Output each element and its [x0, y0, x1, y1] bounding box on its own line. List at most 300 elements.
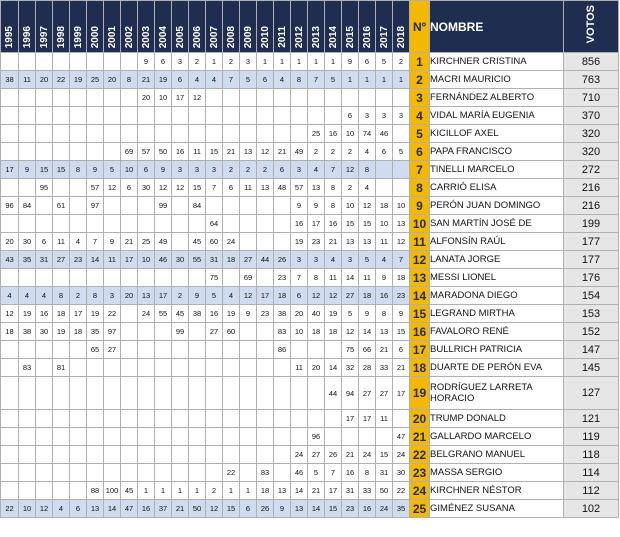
- year-cell: 2: [308, 143, 325, 161]
- year-cell: [104, 410, 121, 428]
- rank-cell: 8: [410, 179, 430, 197]
- table-row: [1, 410, 619, 428]
- year-cell: [1, 179, 19, 197]
- year-cell: 83: [274, 323, 291, 341]
- year-cell: [308, 89, 325, 107]
- year-label: 2004: [157, 25, 169, 48]
- year-cell: 49: [291, 143, 308, 161]
- year-cell: 9: [342, 53, 359, 71]
- year-cell: 9: [155, 161, 172, 179]
- year-cell: 1: [189, 482, 206, 500]
- year-cell: 83: [19, 359, 36, 377]
- year-cell: [223, 125, 240, 143]
- year-cell: 13: [342, 233, 359, 251]
- year-cell: 46: [155, 251, 172, 269]
- year-cell: [70, 179, 87, 197]
- year-cell: 13: [393, 215, 410, 233]
- year-cell: 8: [291, 71, 308, 89]
- year-cell: 11: [291, 359, 308, 377]
- year-cell: 17: [325, 482, 342, 500]
- table-row: [1, 269, 619, 287]
- year-cell: [87, 107, 104, 125]
- votes-cell: 121: [564, 410, 619, 428]
- year-cell: 83: [257, 464, 274, 482]
- year-cell: [223, 446, 240, 464]
- year-cell: 26: [274, 251, 291, 269]
- name-cell: LEGRAND MIRTHA: [430, 305, 564, 323]
- year-cell: 7: [393, 251, 410, 269]
- year-cell: [240, 89, 257, 107]
- year-cell: [257, 359, 274, 377]
- name-cell: TRUMP DONALD: [430, 410, 564, 428]
- year-cell: 11: [19, 71, 36, 89]
- year-cell: 13: [257, 179, 274, 197]
- year-cell: 45: [172, 305, 189, 323]
- year-cell: 3: [376, 107, 393, 125]
- year-cell: 1: [342, 71, 359, 89]
- year-cell: [121, 341, 138, 359]
- name-cell: GIMÉNEZ SUSANA: [430, 500, 564, 518]
- year-cell: [325, 341, 342, 359]
- year-cell: [257, 269, 274, 287]
- year-cell: 17: [1, 161, 19, 179]
- year-cell: [1, 341, 19, 359]
- year-cell: 3: [104, 287, 121, 305]
- table-row: [1, 359, 619, 377]
- year-cell: [172, 125, 189, 143]
- year-cell: [53, 428, 70, 446]
- year-cell: 16: [36, 305, 53, 323]
- year-cell: 18: [70, 323, 87, 341]
- rank-cell: 7: [410, 161, 430, 179]
- year-cell: 99: [155, 197, 172, 215]
- year-cell: [53, 269, 70, 287]
- year-cell: 27: [376, 377, 393, 410]
- year-cell: 2: [393, 53, 410, 71]
- year-cell: 27: [53, 251, 70, 269]
- year-cell: 69: [121, 143, 138, 161]
- year-cell: [121, 377, 138, 410]
- year-cell: [87, 269, 104, 287]
- year-cell: 12: [308, 287, 325, 305]
- year-cell: 19: [325, 305, 342, 323]
- year-cell: 7: [325, 464, 342, 482]
- year-cell: [223, 197, 240, 215]
- year-header-2016: [359, 1, 376, 53]
- year-cell: 16: [359, 500, 376, 518]
- year-cell: 75: [342, 341, 359, 359]
- table-row: [1, 197, 619, 215]
- year-header-2004: [155, 1, 172, 53]
- name-cell: GALLARDO MARCELO: [430, 428, 564, 446]
- year-cell: [138, 107, 155, 125]
- year-cell: 6: [138, 161, 155, 179]
- year-cell: [138, 269, 155, 287]
- year-cell: 14: [359, 323, 376, 341]
- year-label: 2003: [140, 25, 152, 48]
- year-cell: [36, 428, 53, 446]
- year-cell: [53, 179, 70, 197]
- year-cell: 35: [19, 251, 36, 269]
- year-cell: 38: [274, 305, 291, 323]
- year-cell: 2: [172, 287, 189, 305]
- year-cell: 1: [274, 53, 291, 71]
- year-cell: 47: [393, 428, 410, 446]
- year-cell: 14: [342, 269, 359, 287]
- year-cell: [70, 107, 87, 125]
- year-cell: 8: [325, 197, 342, 215]
- year-cell: [189, 323, 206, 341]
- year-label: 2001: [106, 25, 118, 48]
- year-cell: [172, 197, 189, 215]
- rank-column-header: Nº: [410, 1, 430, 53]
- table-row: [1, 341, 619, 359]
- year-cell: 19: [155, 71, 172, 89]
- year-cell: 50: [155, 143, 172, 161]
- year-cell: [223, 107, 240, 125]
- year-cell: 9: [87, 161, 104, 179]
- header-row: [1, 1, 619, 53]
- year-cell: [138, 125, 155, 143]
- year-cell: 25: [138, 233, 155, 251]
- year-cell: 3: [172, 53, 189, 71]
- votes-cell: 216: [564, 197, 619, 215]
- year-cell: [257, 323, 274, 341]
- year-cell: 12: [257, 143, 274, 161]
- year-cell: [257, 428, 274, 446]
- table-row: [1, 500, 619, 518]
- year-cell: [1, 464, 19, 482]
- year-cell: [274, 125, 291, 143]
- year-cell: [19, 107, 36, 125]
- votes-cell: 154: [564, 287, 619, 305]
- year-cell: 2: [223, 161, 240, 179]
- year-cell: 14: [291, 482, 308, 500]
- table-row: [1, 305, 619, 323]
- year-cell: 11: [240, 179, 257, 197]
- year-cell: [53, 377, 70, 410]
- votes-cell: 127: [564, 377, 619, 410]
- year-cell: [138, 446, 155, 464]
- year-cell: [189, 410, 206, 428]
- year-cell: 8: [325, 179, 342, 197]
- year-cell: [87, 410, 104, 428]
- year-cell: [257, 215, 274, 233]
- year-cell: 30: [172, 251, 189, 269]
- year-cell: 4: [19, 287, 36, 305]
- year-cell: 96: [308, 428, 325, 446]
- year-cell: [189, 359, 206, 377]
- year-cell: 2: [342, 143, 359, 161]
- year-cell: [240, 125, 257, 143]
- year-cell: 23: [393, 287, 410, 305]
- year-label: 2011: [276, 26, 288, 48]
- year-cell: [189, 446, 206, 464]
- year-cell: 19: [70, 71, 87, 89]
- year-label: 2007: [208, 25, 220, 48]
- year-cell: 57: [138, 143, 155, 161]
- year-cell: 97: [104, 323, 121, 341]
- year-cell: [155, 377, 172, 410]
- rank-cell: 11: [410, 233, 430, 251]
- year-cell: 24: [393, 446, 410, 464]
- year-cell: [36, 107, 53, 125]
- votes-cell: 370: [564, 107, 619, 125]
- year-cell: 6: [223, 179, 240, 197]
- year-cell: 6: [155, 53, 172, 71]
- year-cell: 12: [1, 305, 19, 323]
- year-cell: 16: [138, 500, 155, 518]
- year-cell: 3: [206, 161, 223, 179]
- year-header-2006: [189, 1, 206, 53]
- year-cell: [223, 359, 240, 377]
- year-cell: 3: [308, 251, 325, 269]
- year-cell: 19: [53, 323, 70, 341]
- year-cell: 13: [359, 233, 376, 251]
- year-cell: [291, 341, 308, 359]
- year-cell: [206, 197, 223, 215]
- year-cell: 96: [1, 197, 19, 215]
- year-cell: [376, 179, 393, 197]
- year-cell: [206, 107, 223, 125]
- year-cell: [19, 410, 36, 428]
- year-cell: [104, 464, 121, 482]
- year-cell: [172, 233, 189, 251]
- year-cell: 12: [172, 179, 189, 197]
- rank-cell: 20: [410, 410, 430, 428]
- year-label: 2010: [259, 25, 271, 48]
- year-cell: 3: [240, 53, 257, 71]
- rank-cell: 22: [410, 446, 430, 464]
- year-cell: 38: [189, 305, 206, 323]
- year-cell: [393, 179, 410, 197]
- year-cell: [274, 410, 291, 428]
- year-cell: 5: [393, 143, 410, 161]
- year-cell: 17: [121, 251, 138, 269]
- year-cell: [308, 341, 325, 359]
- year-cell: [36, 341, 53, 359]
- year-cell: 64: [206, 215, 223, 233]
- year-cell: 61: [53, 197, 70, 215]
- year-cell: 3: [291, 161, 308, 179]
- votes-cell: 216: [564, 179, 619, 197]
- year-cell: [376, 89, 393, 107]
- year-cell: 18: [1, 323, 19, 341]
- year-cell: 18: [376, 197, 393, 215]
- year-cell: 50: [189, 500, 206, 518]
- year-cell: [121, 197, 138, 215]
- year-label: 2017: [378, 25, 390, 48]
- year-cell: 45: [121, 482, 138, 500]
- year-cell: 15: [393, 323, 410, 341]
- year-cell: 8: [359, 161, 376, 179]
- year-cell: [240, 197, 257, 215]
- year-cell: 13: [376, 323, 393, 341]
- year-label: 1996: [21, 25, 33, 48]
- year-cell: [189, 464, 206, 482]
- name-cell: CARRIÓ ELISA: [430, 179, 564, 197]
- year-cell: 3: [291, 251, 308, 269]
- rank-cell: 25: [410, 500, 430, 518]
- votes-cell: 145: [564, 359, 619, 377]
- year-cell: 65: [87, 341, 104, 359]
- year-cell: 4: [53, 500, 70, 518]
- year-cell: 4: [189, 71, 206, 89]
- year-cell: [257, 446, 274, 464]
- year-cell: [104, 89, 121, 107]
- year-cell: [325, 428, 342, 446]
- year-cell: [70, 53, 87, 71]
- year-cell: 55: [189, 251, 206, 269]
- year-header-2015: [342, 1, 359, 53]
- year-cell: [87, 143, 104, 161]
- year-cell: 22: [104, 305, 121, 323]
- year-cell: [104, 359, 121, 377]
- year-cell: [189, 107, 206, 125]
- year-cell: 26: [325, 446, 342, 464]
- votes-cell: 177: [564, 233, 619, 251]
- year-cell: [36, 269, 53, 287]
- year-cell: 16: [342, 464, 359, 482]
- year-cell: 11: [53, 233, 70, 251]
- year-cell: [121, 464, 138, 482]
- year-cell: 21: [393, 359, 410, 377]
- year-cell: 9: [189, 287, 206, 305]
- year-cell: 38: [19, 323, 36, 341]
- year-label: 2014: [327, 25, 339, 48]
- year-label: 2016: [361, 25, 373, 48]
- name-cell: MASSA SERGIO: [430, 464, 564, 482]
- year-cell: [36, 197, 53, 215]
- year-cell: [104, 269, 121, 287]
- year-cell: 9: [393, 305, 410, 323]
- year-cell: [104, 197, 121, 215]
- year-cell: [291, 107, 308, 125]
- year-cell: [291, 377, 308, 410]
- year-cell: 4: [36, 287, 53, 305]
- year-cell: 7: [206, 179, 223, 197]
- rank-cell: 1: [410, 53, 430, 71]
- year-cell: 40: [308, 305, 325, 323]
- year-cell: 60: [223, 323, 240, 341]
- year-cell: 17: [308, 215, 325, 233]
- year-cell: 1: [376, 71, 393, 89]
- year-cell: [1, 107, 19, 125]
- year-label: 1998: [55, 25, 67, 48]
- year-cell: [121, 107, 138, 125]
- year-cell: [274, 197, 291, 215]
- rank-cell: 14: [410, 287, 430, 305]
- year-cell: 6: [70, 500, 87, 518]
- year-cell: [70, 89, 87, 107]
- year-cell: 31: [36, 251, 53, 269]
- year-cell: [36, 359, 53, 377]
- year-cell: 84: [189, 197, 206, 215]
- year-cell: [104, 107, 121, 125]
- year-cell: 23: [257, 305, 274, 323]
- table-row: [1, 323, 619, 341]
- year-label: 2013: [310, 25, 322, 48]
- year-cell: 18: [393, 269, 410, 287]
- year-cell: [53, 53, 70, 71]
- year-cell: 86: [274, 341, 291, 359]
- year-cell: 66: [359, 341, 376, 359]
- year-cell: 10: [138, 251, 155, 269]
- year-cell: [274, 377, 291, 410]
- rank-cell: 24: [410, 482, 430, 500]
- year-cell: 11: [376, 410, 393, 428]
- year-cell: [70, 482, 87, 500]
- votes-cell: 118: [564, 446, 619, 464]
- year-cell: 11: [359, 269, 376, 287]
- year-cell: [36, 125, 53, 143]
- year-cell: 95: [36, 179, 53, 197]
- votes-cell: 199: [564, 215, 619, 233]
- rank-cell: 6: [410, 143, 430, 161]
- year-cell: 22: [393, 482, 410, 500]
- year-cell: [308, 410, 325, 428]
- year-cell: [53, 125, 70, 143]
- year-header-1997: [36, 1, 53, 53]
- year-cell: [206, 410, 223, 428]
- year-cell: [155, 323, 172, 341]
- year-cell: 27: [206, 323, 223, 341]
- year-header-2001: [104, 1, 121, 53]
- year-cell: 2: [189, 53, 206, 71]
- year-cell: 21: [172, 500, 189, 518]
- year-cell: [257, 233, 274, 251]
- year-cell: [393, 125, 410, 143]
- table-row: [1, 179, 619, 197]
- year-cell: 17: [393, 377, 410, 410]
- year-cell: 24: [376, 500, 393, 518]
- year-cell: [257, 410, 274, 428]
- year-cell: [325, 107, 342, 125]
- year-cell: 8: [376, 305, 393, 323]
- year-cell: 6: [274, 161, 291, 179]
- year-label: 1995: [4, 25, 15, 48]
- year-cell: [223, 341, 240, 359]
- year-cell: 5: [359, 251, 376, 269]
- year-cell: 24: [223, 233, 240, 251]
- year-cell: 8: [308, 269, 325, 287]
- year-cell: [121, 53, 138, 71]
- year-label: 2005: [174, 25, 186, 48]
- year-cell: 17: [155, 287, 172, 305]
- year-cell: [172, 215, 189, 233]
- year-cell: 3: [189, 161, 206, 179]
- year-label: 2012: [293, 25, 305, 48]
- year-cell: [274, 107, 291, 125]
- year-cell: 6: [36, 233, 53, 251]
- year-cell: 11: [189, 143, 206, 161]
- year-cell: 21: [274, 143, 291, 161]
- year-cell: 4: [1, 287, 19, 305]
- rank-cell: 2: [410, 71, 430, 89]
- year-cell: 6: [172, 71, 189, 89]
- year-cell: [172, 410, 189, 428]
- name-cell: PERÓN JUAN DOMINGO: [430, 197, 564, 215]
- year-cell: 6: [121, 179, 138, 197]
- name-cell: ALFONSÍN RAÚL: [430, 233, 564, 251]
- year-cell: 21: [138, 71, 155, 89]
- year-cell: 12: [206, 500, 223, 518]
- year-cell: 11: [376, 233, 393, 251]
- year-cell: [1, 446, 19, 464]
- year-cell: 30: [393, 464, 410, 482]
- year-cell: [189, 269, 206, 287]
- year-cell: 48: [274, 179, 291, 197]
